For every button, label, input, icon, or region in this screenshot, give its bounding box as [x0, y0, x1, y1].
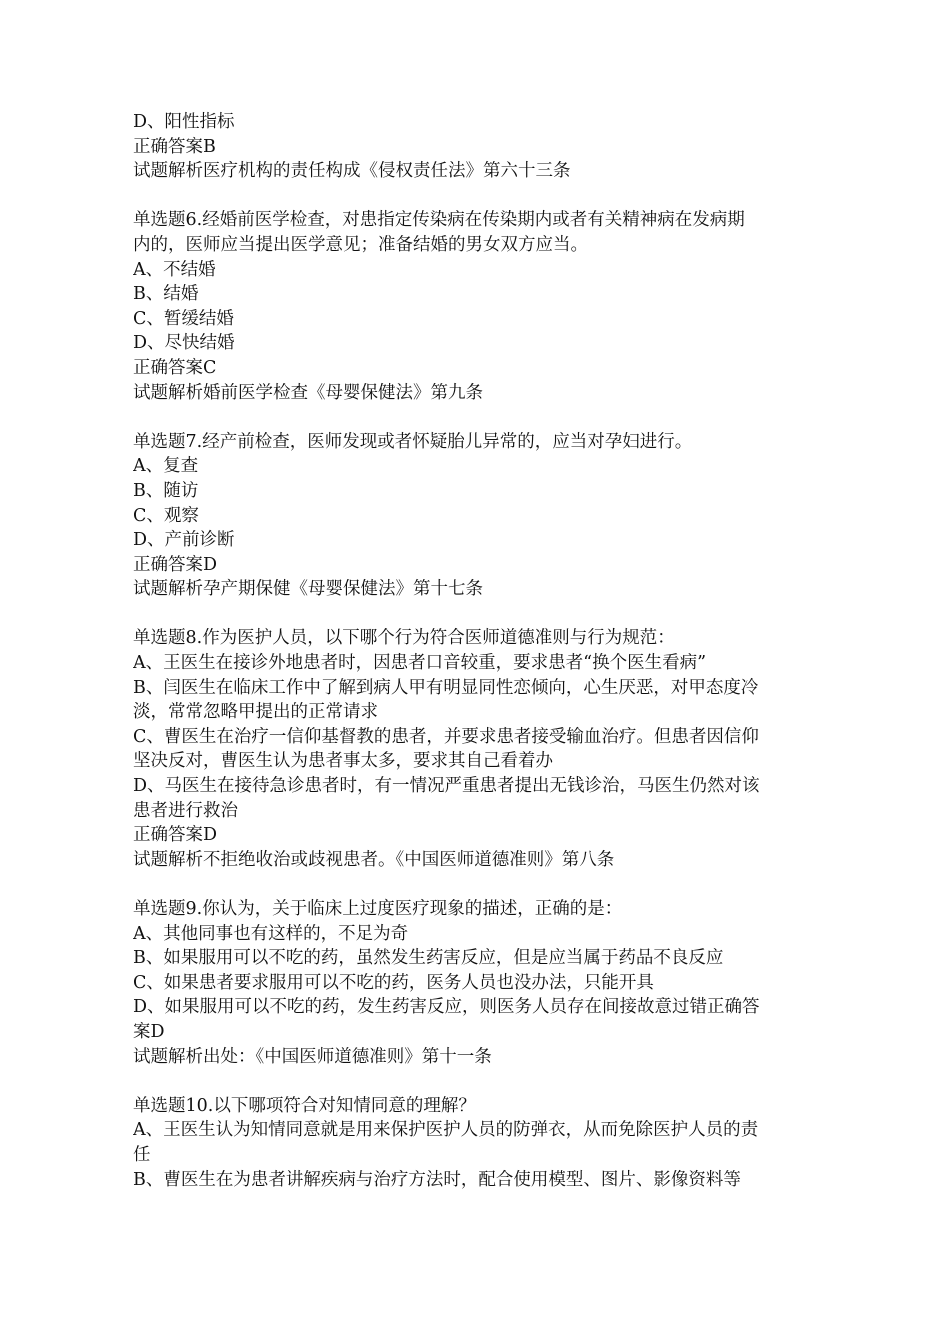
answer-q5: 正确答案B	[133, 136, 216, 157]
option-a-q8: A、王医生在接诊外地患者时，因患者口音较重，要求患者“换个医生看病”	[133, 653, 707, 674]
question-7: 单选题7.经产前检查，医师发现或者怀疑胎儿异常的，应当对孕妇进行。	[133, 431, 693, 452]
option-c-q8-cont: 坚决反对，曹医生认为患者事太多，要求其自己看着办	[133, 751, 553, 772]
option-d-q5: D、阳性指标	[133, 112, 235, 132]
explanation-q6: 试题解析婚前医学检查《母婴保健法》第九条	[133, 382, 483, 403]
explanation-q8: 试题解析不拒绝收治或歧视患者。《中国医师道德准则》第八条	[133, 849, 615, 870]
question-6-cont: 内的，医师应当提出医学意见；准备结婚的男女双方应当。	[133, 234, 588, 255]
option-c-q6: C、暂缓结婚	[133, 308, 234, 329]
option-a-q9: A、其他同事也有这样的，不足为奇	[133, 923, 409, 944]
option-b-q9: B、如果服用可以不吃的药，虽然发生药害反应，但是应当属于药品不良反应	[133, 948, 724, 969]
answer-q8: 正确答案D	[133, 825, 218, 846]
option-c-q9: C、如果患者要求服用可以不吃的药，医务人员也没办法，只能开具	[133, 972, 654, 993]
spacer	[133, 1069, 823, 1094]
option-b-q7: B、随访	[133, 480, 199, 501]
question-8: 单选题8.作为医护人员，以下哪个行为符合医师道德准则与行为规范：	[133, 628, 675, 649]
option-d-q9: D、如果服用可以不吃的药，发生药害反应，则医务人员存在间接故意过错正确答	[133, 997, 760, 1018]
option-b-q10: B、曹医生在为患者讲解疾病与治疗方法时，配合使用模型、图片、影像资料等	[133, 1169, 741, 1190]
question-10: 单选题10.以下哪项符合对知情同意的理解？	[133, 1095, 476, 1116]
option-b-q6: B、结婚	[133, 284, 199, 305]
option-a-q6: A、不结婚	[133, 259, 216, 280]
question-6: 单选题6.经婚前医学检查，对患指定传染病在传染期内或者有关精神病在发病期	[133, 210, 745, 231]
option-d-q6: D、尽快结婚	[133, 333, 235, 354]
explanation-q5: 试题解析医疗机构的责任构成《侵权责任法》第六十三条	[133, 161, 571, 182]
spacer	[133, 405, 823, 430]
option-c-q7: C、观察	[133, 505, 199, 526]
option-c-q8: C、曹医生在治疗一信仰基督教的患者，并要求患者接受输血治疗。但患者因信仰	[133, 726, 759, 747]
option-a-q10-cont: 任	[133, 1144, 151, 1165]
explanation-q7: 试题解析孕产期保健《母婴保健法》第十七条	[133, 579, 483, 600]
option-d-q8: D、马医生在接待急诊患者时，有一情况严重患者提出无钱诊治，马医生仍然对该	[133, 776, 760, 797]
answer-q7: 正确答案D	[133, 554, 218, 575]
answer-q9: 案D	[133, 1021, 165, 1042]
document-page	[133, 110, 823, 1192]
question-9: 单选题9.你认为，关于临床上过度医疗现象的描述，正确的是：	[133, 899, 623, 919]
option-b-q8: B、闫医生在临床工作中了解到病人甲有明显同性恋倾向，心生厌恶，对甲态度冷	[133, 677, 759, 698]
spacer	[133, 184, 823, 209]
explanation-q9: 试题解析出处：《中国医师道德准则》第十一条	[133, 1046, 492, 1067]
option-b-q8-cont: 淡，常常忽略甲提出的正常请求	[133, 702, 378, 723]
spacer	[133, 602, 823, 627]
option-a-q7: A、复查	[133, 456, 199, 477]
spacer	[133, 872, 823, 897]
option-a-q10: A、王医生认为知情同意就是用来保护医护人员的防弹衣，从而免除医护人员的责	[133, 1120, 759, 1141]
answer-q6: 正确答案C	[133, 357, 217, 378]
option-d-q8-cont: 患者进行救治	[133, 800, 238, 821]
option-d-q7: D、产前诊断	[133, 530, 235, 551]
